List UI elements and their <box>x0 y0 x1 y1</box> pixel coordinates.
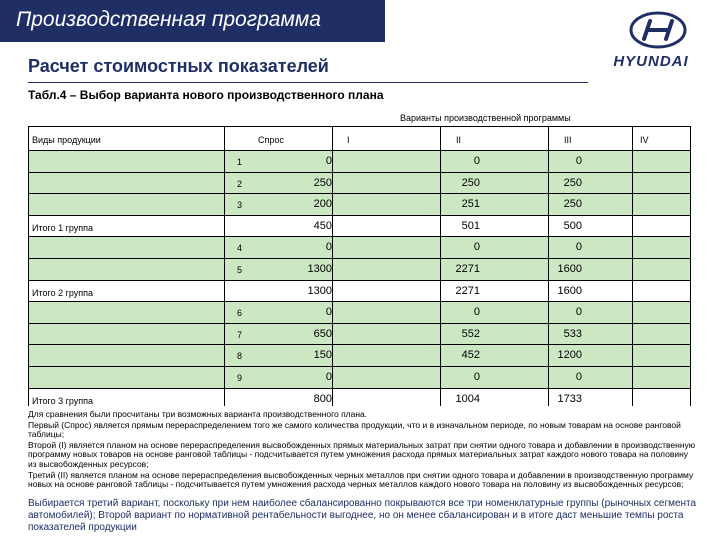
row-divider <box>28 366 690 367</box>
row-highlight <box>28 194 690 215</box>
cell-variant-3: 250 <box>563 176 582 189</box>
row-number: 1 <box>236 157 242 167</box>
cell-variant-2: 1004 <box>455 392 480 405</box>
col-header-product: Виды продукции <box>32 135 101 145</box>
row-divider <box>28 150 690 151</box>
cell-variant-3: 1200 <box>557 349 582 362</box>
row-highlight <box>28 367 690 388</box>
cell-variant-3: 1600 <box>557 263 582 275</box>
column-divider <box>332 126 333 406</box>
cell-variant-1: 800 <box>313 392 332 405</box>
hyundai-logo <box>592 6 710 72</box>
row-highlight <box>28 324 690 345</box>
row-divider <box>28 388 690 389</box>
col-header-variant-2: II <box>456 135 462 145</box>
cell-variant-2: 2271 <box>455 284 480 297</box>
table-group-header: Варианты производственной программы <box>400 113 571 123</box>
column-divider <box>632 126 633 406</box>
note-paragraph: Первый (Спрос) является прямым перераспределением того же самого количества продукции, что и в изначальном периоде, по новым товарам на основе ранговой таблицы; <box>28 419 681 440</box>
cell-variant-2: 552 <box>461 327 480 340</box>
cell-variant-1: 650 <box>313 327 332 340</box>
page-title: Производственная программа <box>16 8 321 31</box>
row-highlight <box>28 173 690 194</box>
row-divider <box>28 258 690 259</box>
cell-variant-3: 0 <box>575 241 582 254</box>
cell-variant-1: 0 <box>325 306 332 319</box>
cell-variant-3: 0 <box>575 155 582 167</box>
cell-variant-1: 0 <box>325 155 332 167</box>
col-header-variant-1: I <box>347 135 350 145</box>
cell-variant-3: 0 <box>575 371 582 383</box>
cell-variant-1: 200 <box>313 198 332 211</box>
cell-variant-2: 0 <box>473 241 480 254</box>
row-number: 4 <box>236 243 242 254</box>
title-divider <box>28 82 588 83</box>
cell-variant-1: 0 <box>325 241 332 254</box>
cell-variant-3: 250 <box>563 198 582 211</box>
row-number: 9 <box>236 373 242 383</box>
row-highlight <box>28 237 690 258</box>
row-divider <box>28 193 690 194</box>
cell-variant-1: 0 <box>325 371 332 383</box>
column-divider <box>28 126 29 406</box>
column-divider <box>224 126 225 406</box>
col-header-demand: Спрос <box>258 135 284 145</box>
note-paragraph: Для сравнения были просчитаны три возможных варианта производственного плана. <box>28 409 368 419</box>
row-divider <box>28 301 690 302</box>
row-highlight <box>28 302 690 323</box>
col-header-variant-4: IV <box>640 135 649 145</box>
cell-variant-3: 0 <box>575 306 582 319</box>
section-subtitle: Расчет стоимостных показателей <box>28 56 329 76</box>
row-group-label: Итого 3 группа <box>32 395 94 406</box>
cell-variant-2: 2271 <box>455 263 480 275</box>
row-group-label: Итого 2 группа <box>32 287 94 298</box>
column-divider <box>548 126 549 406</box>
cell-variant-3: 500 <box>563 219 582 232</box>
row-divider <box>28 323 690 324</box>
column-divider <box>440 126 441 406</box>
conclusion-text: Выбирается третий вариант, поскольку при нем наиболее сбалансированно покрываются все три номенклатурные группы (рыночных сегмента автомобилей); Второй вариант по нормативной рентабельности выгоднее, но он менее сбалансирован и в итоге даст меньшие темпы роста показателей продукции <box>28 498 697 533</box>
row-number: 7 <box>236 329 242 340</box>
cell-variant-1: 150 <box>313 349 332 362</box>
cell-variant-1: 1300 <box>307 263 332 275</box>
variants-table <box>28 110 690 406</box>
row-number: 6 <box>236 308 242 319</box>
cell-variant-2: 0 <box>473 371 480 383</box>
cell-variant-3: 533 <box>563 327 582 340</box>
cell-variant-2: 250 <box>461 176 480 189</box>
row-number: 2 <box>236 178 242 189</box>
row-number: 5 <box>236 265 242 275</box>
row-divider <box>28 344 690 345</box>
cell-variant-2: 501 <box>461 219 480 232</box>
notes-block <box>28 410 698 491</box>
brand-wordmark: HYUNDAI <box>613 53 689 70</box>
row-divider <box>28 280 690 281</box>
cell-variant-1: 250 <box>313 176 332 189</box>
note-paragraph: Третий (II) является планом на основе перераспределения высвобожденных черных металлов при снятии одного товара и добавлении в производственную программу новых на основе ранговой таблицы - подсчитывается путем умножения расхода черных металлов каждого нового товара на половину из высвобожденных ресурсов; <box>28 469 694 490</box>
cell-variant-3: 1733 <box>557 392 582 405</box>
cell-variant-1: 1300 <box>307 284 332 297</box>
cell-variant-1: 450 <box>313 219 332 232</box>
row-number: 8 <box>236 351 242 362</box>
note-paragraph: Второй (I) является планом на основе перераспределения высвобожденных прямых материальных затрат при снятии одного товара и добавлении в производственную программу новых товаров на основе ранговой таблицы - подсчитывается путем умножения расхода прямых материальных затрат каждого нового товара на половину из высвобожденных ресурсов; <box>28 439 696 469</box>
row-highlight <box>28 151 690 172</box>
row-group-label: Итого 1 группа <box>32 222 94 233</box>
row-highlight <box>28 259 690 280</box>
row-number: 3 <box>236 200 242 211</box>
cell-variant-3: 1600 <box>557 284 582 297</box>
col-header-variant-3: III <box>564 135 572 145</box>
cell-variant-2: 452 <box>461 349 480 362</box>
row-highlight <box>28 345 690 366</box>
cell-variant-2: 0 <box>473 155 480 167</box>
column-divider <box>690 126 691 406</box>
cell-variant-2: 251 <box>461 198 480 211</box>
row-divider <box>28 236 690 237</box>
cell-variant-2: 0 <box>473 306 480 319</box>
header-bar <box>0 0 385 42</box>
row-divider <box>28 215 690 216</box>
table-top-border <box>28 126 690 127</box>
row-divider <box>28 172 690 173</box>
table-caption: Табл.4 – Выбор варианта нового производственного плана <box>28 88 384 102</box>
